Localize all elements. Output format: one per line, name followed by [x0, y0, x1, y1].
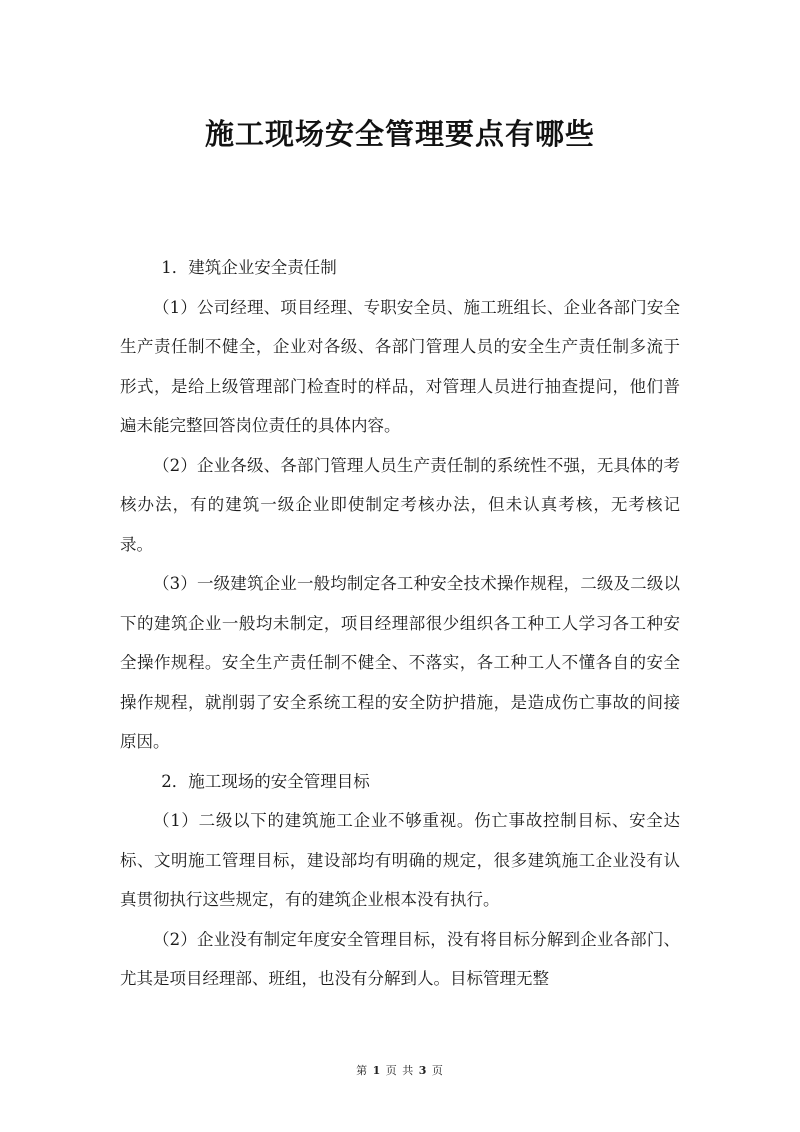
paragraph: （3）一级建筑企业一般均制定各工种安全技术操作规程，二级及二级以下的建筑企业一般均未制定，项目经理部很少组织各工种工人学习各工种安全操作规程。安全生产责任制不健全、不落实，各工种工人不懂各自的安全操作规程，就削弱了安全系统工程的安全防护措施，是造成伤亡事故的间接原因。 [120, 574, 680, 751]
paragraph: （1）公司经理、项目经理、专职安全员、施工班组长、企业各部门安全生产责任制不健全，企业对各级、各部门管理人员的安全生产责任制多流于形式，是给上级管理部门检查时的样品，对管理人员进行抽查提问，他们普遍未能完整回答岗位责任的具体内容。 [120, 297, 680, 435]
document-body [120, 248, 680, 999]
footer-prefix: 第 [356, 1064, 369, 1077]
footer-suffix: 页 [431, 1064, 444, 1077]
paragraph: （1）二级以下的建筑施工企业不够重视。伤亡事故控制目标、安全达标、文明施工管理目标，建设部均有明确的规定，很多建筑施工企业没有认真贯彻执行这些规定，有的建筑企业根本没有执行。 [120, 811, 680, 909]
paragraph: （2）企业没有制定年度安全管理目标，没有将目标分解到企业各部门、尤其是项目经理部、班组，也没有分解到人。目标管理无整 [120, 929, 680, 988]
section-heading: 1．建筑企业安全责任制 [161, 258, 337, 277]
footer-page-number: 1 [372, 1064, 382, 1077]
page-footer [0, 1062, 800, 1078]
section-heading: 2．施工现场的安全管理目标 [161, 771, 370, 791]
footer-middle: 页 共 [385, 1064, 415, 1077]
footer-total-pages: 3 [418, 1064, 428, 1077]
paragraph: （2）企业各级、各部门管理人员生产责任制的系统性不强，无具体的考核办法，有的建筑一级企业即使制定考核办法，但未认真考核，无考核记录。 [120, 455, 680, 554]
document-title: 施工现场安全管理要点有哪些 [204, 117, 595, 151]
